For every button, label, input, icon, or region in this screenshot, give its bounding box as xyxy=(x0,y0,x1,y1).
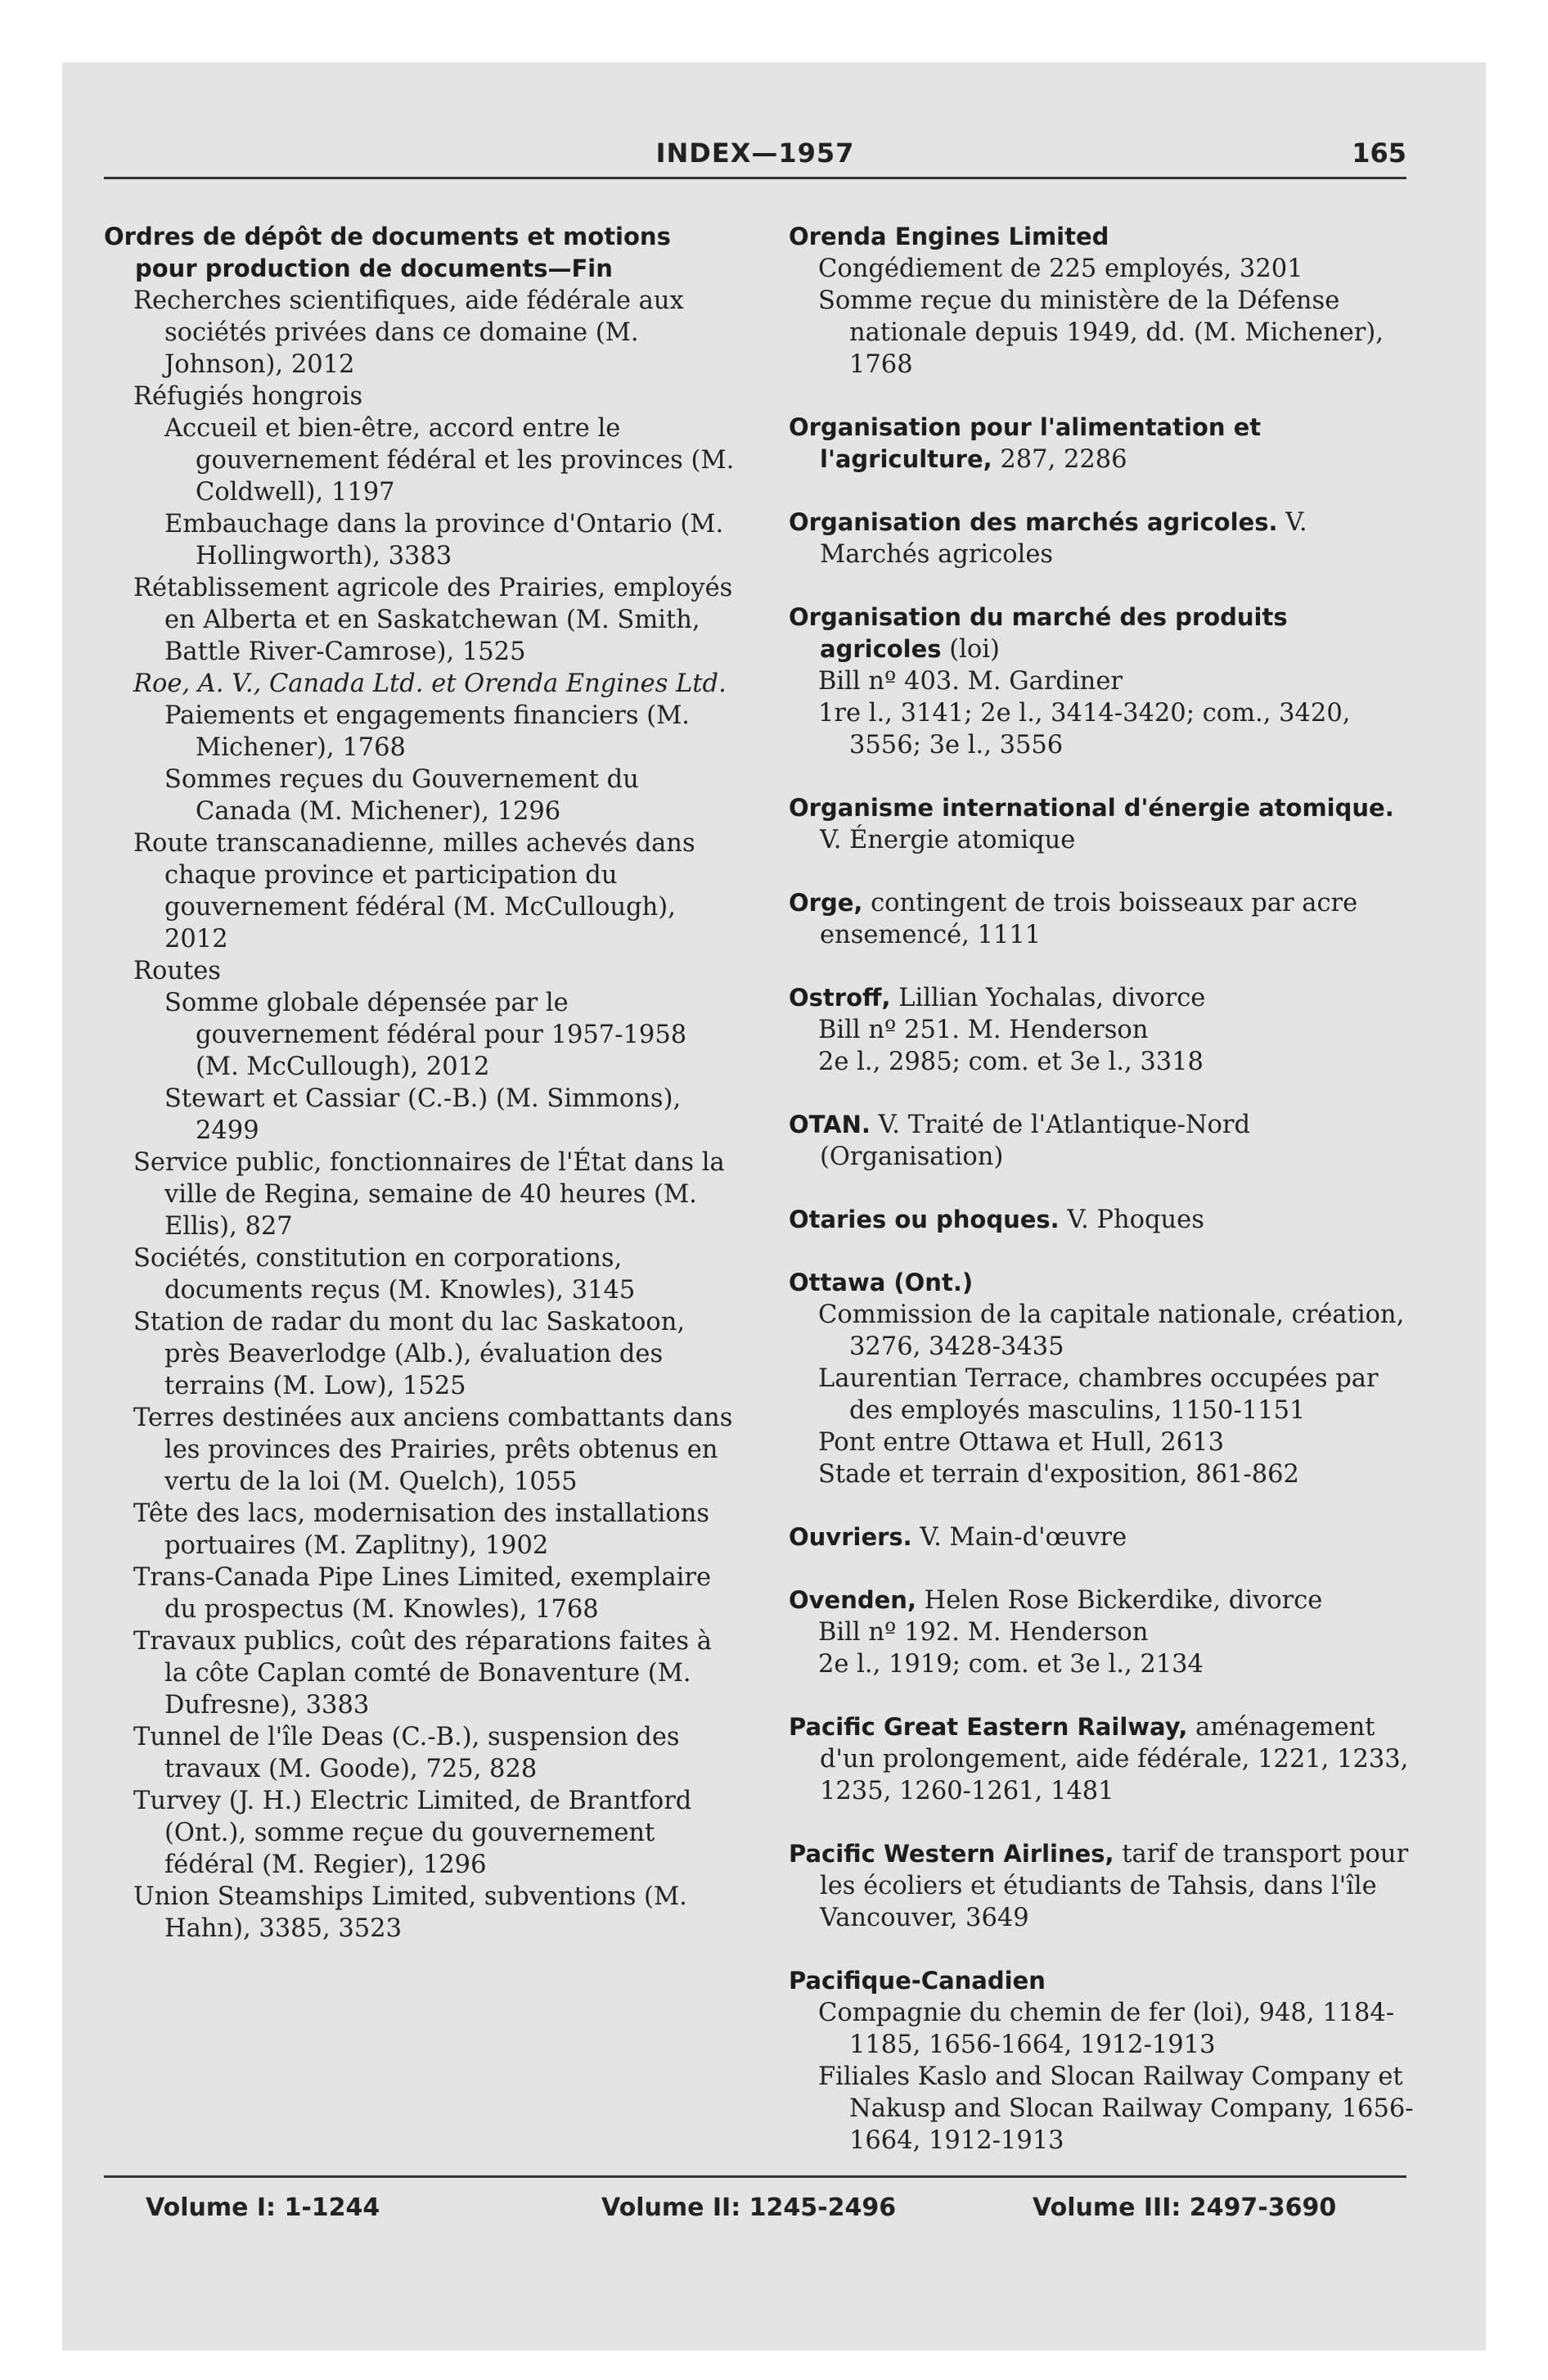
index-entry-text: aménagement d'un prolongement, aide fédérale, 1221, 1233, 1235, 1260-1261, 1481 xyxy=(820,1713,1409,1805)
index-entry-text: (loi) xyxy=(941,635,1000,664)
index-heading: OTAN. xyxy=(789,1111,871,1138)
index-subentry: Service public, fonctionnaires de l'État dans la ville de Regina, semaine de 40 heures (M. Ellis), 827 xyxy=(133,1148,725,1241)
index-subentry: Route transcanadienne, milles achevés dans chaque province et participation du gouvernement fédéral (M. McCullough), 2012 xyxy=(133,829,695,953)
index-entry-text: V. Marchés agricoles xyxy=(820,508,1307,569)
index-subentry: Congédiement de 225 employés, 3201 xyxy=(818,255,1303,283)
index-heading: Organisation des marchés agricoles. xyxy=(789,508,1278,536)
index-heading: Otaries ou phoques. xyxy=(789,1206,1060,1233)
index-subentry: Bill nº 192. M. Henderson xyxy=(818,1618,1149,1647)
index-subentry: Pont entre Ottawa et Hull, 2613 xyxy=(818,1428,1224,1457)
index-entry xyxy=(789,887,1414,951)
index-subentry: Travaux publics, coût des réparations faites à la côte Caplan comté de Bonaventure (M. Dufresne), 3383 xyxy=(133,1627,712,1720)
index-subentry: Paiements et engagements financiers (M. Michener), 1768 xyxy=(164,701,691,762)
index-subentry: Routes xyxy=(133,957,221,985)
index-subentry: Laurentian Terrace, chambres occupées par des employés masculins, 1150-1151 xyxy=(818,1364,1379,1425)
index-entry-text: V. Phoques xyxy=(1059,1206,1204,1234)
index-entry-text: Helen Rose Bickerdike, divorce xyxy=(916,1586,1323,1615)
page-title: INDEX—1957 xyxy=(655,137,855,169)
index-subentry: Bill nº 403. M. Gardiner xyxy=(818,667,1123,696)
page-header xyxy=(104,137,1406,179)
right-column xyxy=(789,221,1414,2157)
index-subentry: Recherches scientifiques, aide fédérale aux sociétés privées dans ce domaine (M. Johnson), 2012 xyxy=(133,286,684,379)
index-subentry: 2e l., 1919; com. et 3e l., 2134 xyxy=(818,1650,1204,1679)
index-entry xyxy=(789,507,1414,570)
index-subentry: Commission de la capitale nationale, création, 3276, 3428-3435 xyxy=(818,1300,1405,1361)
index-subentry: Union Steamships Limited, subventions (M. Hahn), 3385, 3523 xyxy=(133,1882,687,1943)
index-heading: Organisation pour l'alimentation et l'agriculture, xyxy=(789,413,1262,473)
index-subentry: Sommes reçues du Gouvernement du Canada (M. Michener), 1296 xyxy=(164,765,639,826)
index-entry xyxy=(789,412,1414,476)
footer-volume-3: Volume III: 2497-3690 xyxy=(1033,2193,1337,2222)
index-subentry: Rétablissement agricole des Prairies, employés en Alberta et en Saskatchewan (M. Smith, Battle River-Camrose), 1525 xyxy=(133,574,733,666)
index-heading: Organisme international d'énergie atomique. xyxy=(789,794,1394,822)
left-column xyxy=(104,221,737,1945)
index-subentry: Somme globale dépensée par le gouvernement fédéral pour 1957-1958 (M. McCullough), 2012 xyxy=(164,989,687,1081)
page-number: 165 xyxy=(1352,137,1406,169)
index-subentry: Compagnie du chemin de fer (loi), 948, 1184-1185, 1656-1664, 1912-1913 xyxy=(818,1999,1395,2059)
index-subentry: Sociétés, constitution en corporations, documents reçus (M. Knowles), 3145 xyxy=(133,1244,636,1305)
index-subentry: Embauchage dans la province d'Ontario (M. Hollingworth), 3383 xyxy=(164,510,724,570)
index-entry xyxy=(789,1109,1414,1173)
index-entry-text: tarif de transport pour les écoliers et étudiants de Tahsis, dans l'île Vancouver, 3649 xyxy=(820,1840,1409,1932)
footer-divider xyxy=(104,2175,1406,2178)
index-entry-text: Lillian Yochalas, divorce xyxy=(890,984,1206,1012)
index-subentry: Terres destinées aux anciens combattants dans les provinces des Prairies, prêts obtenus en vertu de la loi (M. Quelch), 1055 xyxy=(133,1404,733,1496)
index-subentry: 1re l., 3141; 2e l., 3414-3420; com., 3420, 3556; 3e l., 3556 xyxy=(818,699,1351,760)
footer-volume-2: Volume II: 1245-2496 xyxy=(601,2193,897,2222)
index-heading: Ottawa (Ont.) xyxy=(789,1269,974,1296)
index-heading: Pacific Great Eastern Railway, xyxy=(789,1713,1188,1741)
index-subentry: Bill nº 251. M. Henderson xyxy=(818,1016,1149,1044)
index-entry xyxy=(789,602,1414,665)
index-subentry: Roe, A. V., Canada Ltd. et Orenda Engines Ltd. xyxy=(133,669,727,698)
index-subentry: Station de radar du mont du lac Saskatoon, près Beaverlodge (Alb.), évaluation des terrains (M. Low), 1525 xyxy=(133,1308,686,1400)
index-subentry: Tunnel de l'île Deas (C.-B.), suspension des travaux (M. Goode), 725, 828 xyxy=(133,1723,680,1783)
index-subentry: Tête des lacs, modernisation des installations portuaires (M. Zaplitny), 1902 xyxy=(133,1499,710,1560)
index-heading: Ordres de dépôt de documents et motions pour production de documents—Fin xyxy=(104,223,671,282)
index-heading: Ouvriers. xyxy=(789,1523,912,1551)
index-entry xyxy=(789,1838,1414,1934)
index-subentry: Stewart et Cassiar (C.-B.) (M. Simmons), 2499 xyxy=(164,1084,682,1145)
index-heading: Orge, xyxy=(789,889,863,917)
index-subentry: Stade et terrain d'exposition, 861-862 xyxy=(818,1460,1299,1489)
index-entry-text: V. Main-d'œuvre xyxy=(911,1523,1127,1552)
index-entry-text: 287, 2286 xyxy=(992,445,1127,474)
index-subentry: Trans-Canada Pipe Lines Limited, exemplaire du prospectus (M. Knowles), 1768 xyxy=(133,1563,712,1624)
index-subentry: Somme reçue du ministère de la Défense nationale depuis 1949, dd. (M. Michener), 1768 xyxy=(818,286,1384,379)
index-subentry: 2e l., 2985; com. et 3e l., 3318 xyxy=(818,1048,1204,1076)
index-heading: Ostroff, xyxy=(789,984,891,1012)
index-heading: Pacific Western Airlines, xyxy=(789,1840,1114,1868)
index-heading: Orenda Engines Limited xyxy=(789,223,1109,250)
index-entry xyxy=(789,1584,1414,1616)
index-entry-text: V. Énergie atomique xyxy=(820,826,1076,854)
index-heading: Organisation du marché des produits agricoles xyxy=(789,603,1288,663)
index-entry xyxy=(789,982,1414,1014)
index-entry xyxy=(789,792,1414,856)
index-entry xyxy=(789,1521,1414,1553)
index-entry xyxy=(789,1204,1414,1236)
footer-volume-1: Volume I: 1-1244 xyxy=(146,2193,380,2222)
index-subentry: Réfugiés hongrois xyxy=(133,382,363,411)
index-heading: Ovenden, xyxy=(789,1586,916,1614)
index-subentry: Filiales Kaslo and Slocan Railway Company et Nakusp and Slocan Railway Company, 1656-1664, 1912-1913 xyxy=(818,2062,1414,2155)
index-subentry: Turvey (J. H.) Electric Limited, de Brantford (Ont.), somme reçue du gouvernement fédéral (M. Regier), 1296 xyxy=(133,1787,692,1879)
index-entry xyxy=(789,1711,1414,1807)
index-subentry: Accueil et bien-être, accord entre le gouvernement fédéral et les provinces (M. Coldwell), 1197 xyxy=(164,414,735,507)
index-entry-text: contingent de trois boisseaux par acre ensemencé, 1111 xyxy=(820,889,1358,949)
index-heading: Pacifique-Canadien xyxy=(789,1967,1046,1995)
index-entry-text: V. Traité de l'Atlantique-Nord (Organisation) xyxy=(820,1111,1250,1171)
